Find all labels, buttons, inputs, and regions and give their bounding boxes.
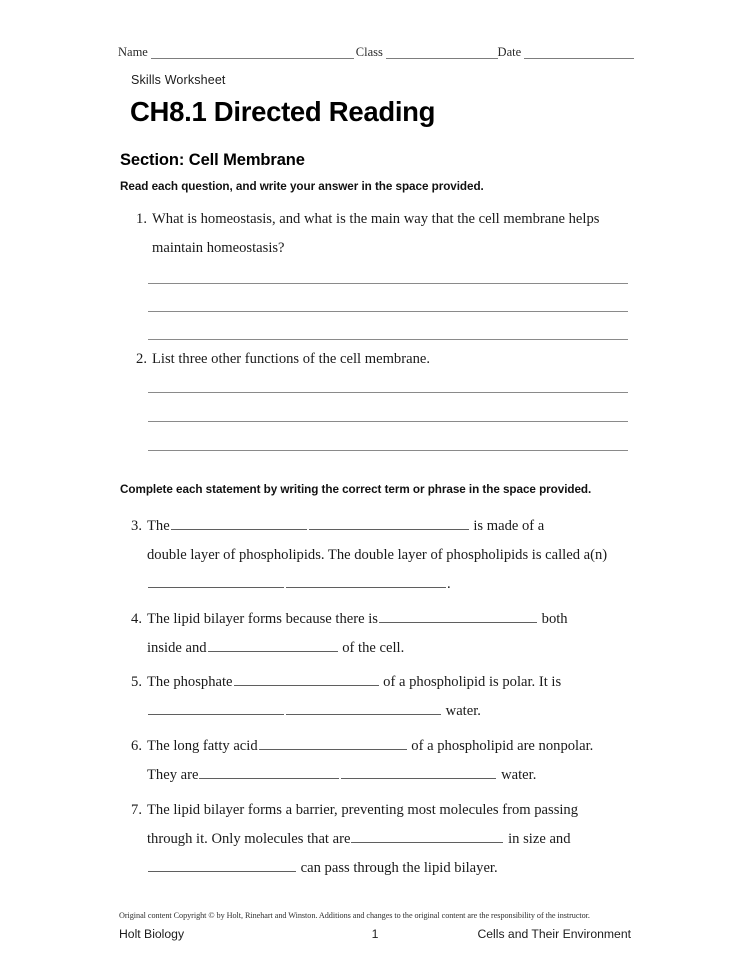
- question-3: [120, 512, 607, 599]
- question-3-period: .: [447, 576, 451, 592]
- worksheet-kicker: Skills Worksheet: [131, 73, 226, 87]
- question-1-number: 1.: [136, 211, 147, 227]
- question-4-number: 4.: [131, 611, 142, 627]
- name-label: Name: [118, 45, 148, 59]
- question-7-number: 7.: [131, 802, 142, 818]
- question-4-text-a: The lipid bilayer forms because there is: [147, 611, 378, 627]
- question-2-answer-rule-2[interactable]: [148, 421, 628, 422]
- question-4: [120, 605, 568, 663]
- question-6-blank-2[interactable]: [199, 763, 339, 779]
- question-2-line-1: List three other functions of the cell membrane.: [152, 351, 430, 367]
- question-5-blank-2[interactable]: [148, 699, 284, 715]
- question-1-answer-rule-3[interactable]: [148, 339, 628, 340]
- question-7-blank-1[interactable]: [351, 827, 503, 843]
- question-3-blank-4[interactable]: [286, 572, 446, 588]
- class-input-rule[interactable]: [386, 46, 498, 59]
- question-7-line-1: The lipid bilayer forms a barrier, preventing most molecules from passing: [147, 802, 579, 818]
- question-2: [125, 345, 430, 374]
- question-5-text-c: water.: [445, 703, 481, 719]
- class-label: Class: [355, 45, 383, 59]
- footer-book-title: Holt Biology: [119, 927, 185, 941]
- question-7-text-a: through it. Only molecules that are: [147, 831, 351, 847]
- question-6-text-d: water.: [501, 767, 537, 783]
- question-2-number: 2.: [136, 351, 147, 367]
- date-label: Date: [497, 45, 522, 59]
- question-7-blank-2[interactable]: [148, 856, 296, 872]
- question-3-blank-1[interactable]: [171, 514, 307, 530]
- question-4-text-c: inside and: [147, 640, 207, 656]
- question-5-line-1: [147, 668, 561, 697]
- directions-complete-each-statement: Complete each statement by writing the correct term or phrase in the space provided.: [120, 483, 592, 496]
- question-5-blank-1[interactable]: [234, 670, 379, 686]
- footer-chapter-title: Cells and Their Environment: [477, 927, 631, 941]
- question-3-number: 3.: [131, 518, 142, 534]
- question-6-text-a: The long fatty acid: [147, 738, 258, 754]
- question-3-blank-2[interactable]: [309, 514, 469, 530]
- question-4-line-2: [147, 634, 568, 663]
- name-input-rule[interactable]: [151, 46, 354, 59]
- question-4-text-d: of the cell.: [342, 640, 405, 656]
- question-3-line-3: [147, 570, 607, 599]
- question-3-blank-3[interactable]: [148, 572, 284, 588]
- question-4-line-1: [147, 605, 568, 634]
- page-title: CH8.1 Directed Reading: [130, 96, 436, 127]
- question-2-answer-rule-3[interactable]: [148, 450, 628, 451]
- question-5-line-2: [147, 697, 561, 726]
- question-5-number: 5.: [131, 674, 142, 690]
- question-5-text-a: The phosphate: [147, 674, 233, 690]
- question-2-answer-rule-1[interactable]: [148, 392, 628, 393]
- question-7-text-b: in size and: [508, 831, 571, 847]
- question-6-blank-1[interactable]: [259, 734, 407, 750]
- date-input-rule[interactable]: [524, 46, 634, 59]
- question-1-line-2: maintain homeostasis?: [152, 240, 285, 256]
- footer-page-number: 1: [371, 927, 379, 941]
- question-6-blank-3[interactable]: [341, 763, 496, 779]
- question-3-line-1: [147, 512, 607, 541]
- question-6: [120, 732, 593, 790]
- question-4-text-b: both: [541, 611, 568, 627]
- directions-read-each-question: Read each question, and write your answer in the space provided.: [120, 180, 484, 193]
- question-7-line-3: [147, 854, 578, 883]
- question-3-text-b: is made of a: [473, 518, 545, 534]
- question-6-text-c: They are: [147, 767, 199, 783]
- question-3-text-a: The: [147, 518, 170, 534]
- question-1-answer-rule-1[interactable]: [148, 283, 628, 284]
- question-3-line-2: double layer of phospholipids. The double layer of phospholipids is called a(n): [147, 547, 608, 563]
- question-5: [120, 668, 561, 726]
- question-1: [125, 205, 599, 263]
- question-7-text-c: can pass through the lipid bilayer.: [300, 860, 498, 876]
- question-6-text-b: of a phospholipid are nonpolar.: [411, 738, 594, 754]
- question-7-line-2: [147, 825, 578, 854]
- name-class-date-row: [118, 46, 634, 59]
- question-4-blank-2[interactable]: [208, 636, 338, 652]
- copyright-notice: Original content Copyright © by Holt, Rinehart and Winston. Additions and changes to the original content are the responsibility of the instructor.: [119, 911, 590, 920]
- question-6-number: 6.: [131, 738, 142, 754]
- question-1-line-1: What is homeostasis, and what is the main way that the cell membrane helps: [152, 211, 600, 227]
- question-7: [120, 796, 578, 883]
- question-1-answer-rule-2[interactable]: [148, 311, 628, 312]
- question-5-blank-3[interactable]: [286, 699, 441, 715]
- question-4-blank-1[interactable]: [379, 607, 537, 623]
- question-6-line-2: [147, 761, 593, 790]
- question-5-text-b: of a phospholipid is polar. It is: [383, 674, 562, 690]
- section-heading: Section: Cell Membrane: [120, 151, 305, 169]
- page-footer: [119, 927, 631, 941]
- question-6-line-1: [147, 732, 593, 761]
